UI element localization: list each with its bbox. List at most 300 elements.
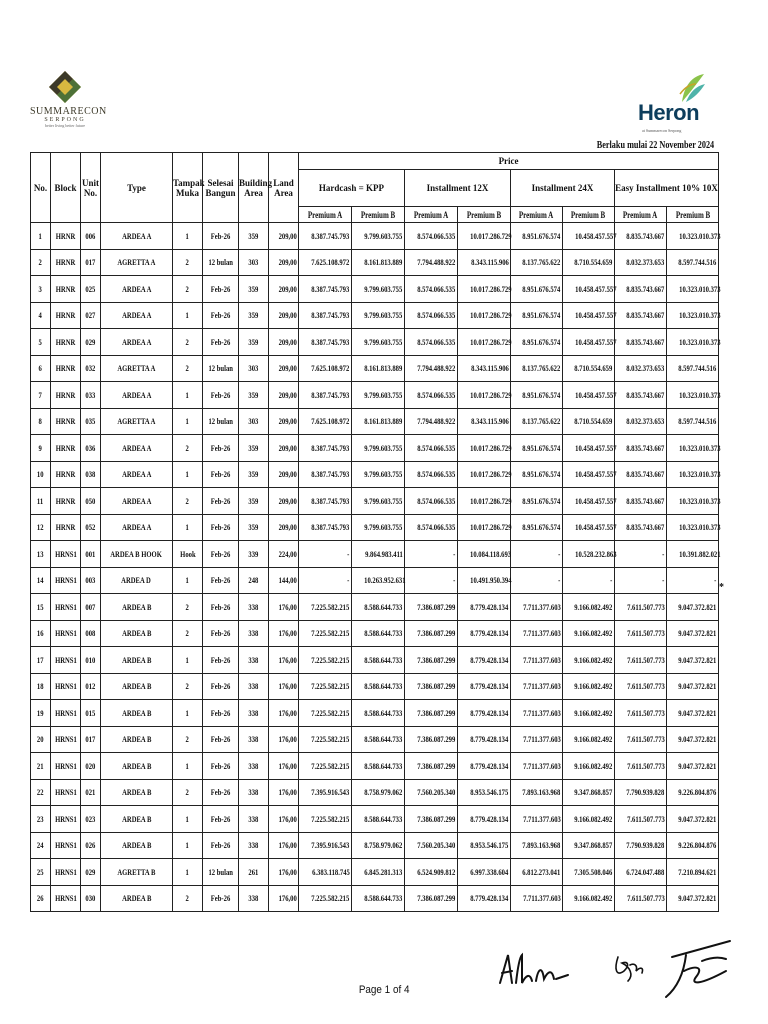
cell-installment12x-premium-b: 8.779.428.134 [458, 726, 511, 753]
cell-easy-installment-premium-a: 7.611.507.773 [615, 673, 667, 700]
cell-hardcash-premium-a: 8.387.745.793 [299, 302, 352, 329]
subheader-premium-b: Premium B [667, 207, 719, 223]
cell-land-area: 176,00 [269, 647, 299, 674]
signature-2-icon [616, 957, 643, 981]
cell-tampak-muka: 2 [173, 594, 203, 621]
cell-easy-installment-premium-b: 9.047.372.821 [667, 594, 719, 621]
cell-easy-installment-premium-b: 10.323.010.373 [667, 276, 719, 303]
cell-installment24x-premium-a: 8.951.676.574 [511, 382, 563, 409]
cell-installment12x-premium-b: 8.779.428.134 [458, 647, 511, 674]
cell-easy-installment-premium-a: 8.032.373.653 [615, 355, 667, 382]
cell-installment12x-premium-b: 10.017.286.729 [458, 382, 511, 409]
cell-no: 26 [31, 885, 51, 912]
cell-installment24x-premium-b: 10.458.457.557 [563, 488, 615, 515]
cell-installment24x-premium-b: 10.458.457.557 [563, 382, 615, 409]
cell-land-area: 209,00 [269, 435, 299, 462]
table-row [31, 382, 719, 409]
cell-installment24x-premium-a: 6.812.273.041 [511, 859, 563, 886]
cell-selesai-bangun: Feb-26 [203, 461, 239, 488]
row-note-marker: * [719, 582, 724, 593]
cell-installment12x-premium-a: 7.386.087.299 [405, 885, 458, 912]
cell-building-area: 359 [239, 382, 269, 409]
cell-installment12x-premium-a: 8.574.066.535 [405, 514, 458, 541]
cell-building-area: 359 [239, 276, 269, 303]
cell-land-area: 209,00 [269, 461, 299, 488]
cell-unit-no: 015 [81, 700, 101, 727]
cell-installment12x-premium-a: 7.386.087.299 [405, 700, 458, 727]
cell-easy-installment-premium-a: 7.611.507.773 [615, 594, 667, 621]
cell-easy-installment-premium-b: 9.047.372.821 [667, 620, 719, 647]
cell-tampak-muka: 2 [173, 620, 203, 647]
cell-block: HRNR [51, 514, 81, 541]
cell-hardcash-premium-b: 9.799.603.755 [352, 514, 405, 541]
cell-land-area: 176,00 [269, 753, 299, 780]
cell-easy-installment-premium-b: 8.597.744.516 [667, 408, 719, 435]
cell-unit-no: 027 [81, 302, 101, 329]
cell-building-area: 303 [239, 355, 269, 382]
subheader-premium-a: Premium A [405, 207, 458, 223]
cell-building-area: 261 [239, 859, 269, 886]
cell-unit-no: 003 [81, 567, 101, 594]
cell-easy-installment-premium-a: 8.835.743.667 [615, 223, 667, 250]
cell-type: ARDEA A [101, 276, 173, 303]
cell-tampak-muka: 1 [173, 223, 203, 250]
cell-installment12x-premium-b: 8.343.115.906 [458, 408, 511, 435]
cell-unit-no: 012 [81, 673, 101, 700]
cell-type: ARDEA B [101, 647, 173, 674]
page-footer [0, 984, 768, 996]
cell-land-area: 209,00 [269, 488, 299, 515]
cell-easy-installment-premium-a: 8.835.743.667 [615, 276, 667, 303]
cell-tampak-muka: 1 [173, 700, 203, 727]
cell-installment24x-premium-a: 7.711.377.603 [511, 594, 563, 621]
cell-easy-installment-premium-b: 10.323.010.373 [667, 329, 719, 356]
cell-hardcash-premium-a: 7.225.582.215 [299, 726, 352, 753]
cell-hardcash-premium-a: 8.387.745.793 [299, 461, 352, 488]
cell-type: ARDEA A [101, 435, 173, 462]
cell-unit-no: 001 [81, 541, 101, 568]
cell-installment24x-premium-b: 7.305.508.046 [563, 859, 615, 886]
cell-block: HRNS1 [51, 859, 81, 886]
header-tampak-muka: Tampak Muka [173, 153, 203, 223]
cell-hardcash-premium-b: 8.588.644.733 [352, 806, 405, 833]
cell-no: 20 [31, 726, 51, 753]
cell-tampak-muka: 1 [173, 806, 203, 833]
cell-tampak-muka: Hook [173, 541, 203, 568]
cell-no: 13 [31, 541, 51, 568]
cell-tampak-muka: 1 [173, 408, 203, 435]
cell-easy-installment-premium-b: 10.323.010.373 [667, 302, 719, 329]
cell-easy-installment-premium-a: - [615, 541, 667, 568]
cell-hardcash-premium-a: 8.387.745.793 [299, 514, 352, 541]
cell-building-area: 338 [239, 620, 269, 647]
cell-easy-installment-premium-a: 7.611.507.773 [615, 647, 667, 674]
cell-no: 5 [31, 329, 51, 356]
cell-unit-no: 035 [81, 408, 101, 435]
table-row [31, 408, 719, 435]
cell-selesai-bangun: Feb-26 [203, 779, 239, 806]
subheader-premium-a: Premium A [299, 207, 352, 223]
cell-block: HRNS1 [51, 806, 81, 833]
cell-easy-installment-premium-b: 8.597.744.516 [667, 249, 719, 276]
cell-building-area: 338 [239, 594, 269, 621]
cell-land-area: 144,00 [269, 567, 299, 594]
cell-type: AGRETTA A [101, 355, 173, 382]
cell-block: HRNR [51, 302, 81, 329]
cell-easy-installment-premium-b: 9.047.372.821 [667, 673, 719, 700]
cell-type: ARDEA A [101, 488, 173, 515]
cell-installment12x-premium-b: 10.017.286.729 [458, 488, 511, 515]
cell-hardcash-premium-b: 8.161.813.889 [352, 249, 405, 276]
heron-name: Heron [638, 100, 700, 125]
cell-no: 1 [31, 223, 51, 250]
cell-installment12x-premium-a: 7.794.488.922 [405, 408, 458, 435]
cell-easy-installment-premium-a: - [615, 567, 667, 594]
cell-no: 24 [31, 832, 51, 859]
cell-unit-no: 020 [81, 753, 101, 780]
header-installment-24x: Installment 24X [511, 170, 615, 207]
cell-installment12x-premium-b: 8.953.546.175 [458, 832, 511, 859]
cell-land-area: 209,00 [269, 249, 299, 276]
cell-installment24x-premium-b: 10.458.457.557 [563, 276, 615, 303]
cell-installment24x-premium-a: 7.711.377.603 [511, 647, 563, 674]
cell-installment12x-premium-b: 10.017.286.729 [458, 223, 511, 250]
cell-installment12x-premium-b: 10.017.286.729 [458, 329, 511, 356]
cell-installment24x-premium-b: 9.166.082.492 [563, 673, 615, 700]
cell-tampak-muka: 2 [173, 885, 203, 912]
cell-installment12x-premium-b: 6.997.338.604 [458, 859, 511, 886]
cell-hardcash-premium-b: 9.799.603.755 [352, 435, 405, 462]
cell-hardcash-premium-b: 9.799.603.755 [352, 223, 405, 250]
table-row [31, 647, 719, 674]
cell-building-area: 338 [239, 726, 269, 753]
cell-selesai-bangun: Feb-26 [203, 514, 239, 541]
summarecon-name: SUMMARECON [30, 106, 107, 117]
cell-easy-installment-premium-b: 10.323.010.373 [667, 488, 719, 515]
cell-hardcash-premium-b: 9.799.603.755 [352, 329, 405, 356]
cell-installment24x-premium-b: 9.347.868.857 [563, 832, 615, 859]
cell-hardcash-premium-a: 8.387.745.793 [299, 488, 352, 515]
cell-unit-no: 008 [81, 620, 101, 647]
cell-hardcash-premium-a: 7.225.582.215 [299, 885, 352, 912]
cell-installment24x-premium-b: 10.458.457.557 [563, 329, 615, 356]
cell-installment24x-premium-a: 7.711.377.603 [511, 806, 563, 833]
cell-installment24x-premium-b: 9.166.082.492 [563, 885, 615, 912]
cell-tampak-muka: 2 [173, 276, 203, 303]
cell-installment24x-premium-b: 8.710.554.659 [563, 355, 615, 382]
cell-installment24x-premium-a: 8.951.676.574 [511, 488, 563, 515]
cell-no: 15 [31, 594, 51, 621]
cell-no: 2 [31, 249, 51, 276]
cell-block: HRNS1 [51, 673, 81, 700]
cell-land-area: 224,00 [269, 541, 299, 568]
cell-block: HRNR [51, 355, 81, 382]
cell-tampak-muka: 1 [173, 832, 203, 859]
cell-hardcash-premium-a: 7.625.108.972 [299, 408, 352, 435]
cell-easy-installment-premium-b: 8.597.744.516 [667, 355, 719, 382]
cell-hardcash-premium-a: 8.387.745.793 [299, 223, 352, 250]
cell-block: HRNS1 [51, 541, 81, 568]
header-unit-no: Unit No. [81, 153, 101, 223]
cell-block: HRNS1 [51, 700, 81, 727]
cell-installment24x-premium-a: 8.951.676.574 [511, 435, 563, 462]
cell-building-area: 359 [239, 435, 269, 462]
cell-tampak-muka: 2 [173, 779, 203, 806]
cell-easy-installment-premium-a: 7.611.507.773 [615, 806, 667, 833]
cell-land-area: 209,00 [269, 382, 299, 409]
cell-installment24x-premium-a: - [511, 541, 563, 568]
cell-installment12x-premium-a: 7.386.087.299 [405, 594, 458, 621]
cell-tampak-muka: 2 [173, 355, 203, 382]
cell-land-area: 209,00 [269, 302, 299, 329]
cell-selesai-bangun: 12 bulan [203, 249, 239, 276]
cell-no: 12 [31, 514, 51, 541]
cell-type: ARDEA A [101, 382, 173, 409]
cell-selesai-bangun: Feb-26 [203, 753, 239, 780]
cell-type: ARDEA B [101, 832, 173, 859]
cell-type: ARDEA D [101, 567, 173, 594]
cell-easy-installment-premium-a: 8.835.743.667 [615, 302, 667, 329]
cell-installment12x-premium-a: 8.574.066.535 [405, 488, 458, 515]
cell-selesai-bangun: Feb-26 [203, 329, 239, 356]
table-row [31, 567, 719, 594]
cell-land-area: 176,00 [269, 885, 299, 912]
table-row [31, 753, 719, 780]
cell-hardcash-premium-a: 7.395.916.543 [299, 832, 352, 859]
cell-building-area: 359 [239, 302, 269, 329]
cell-hardcash-premium-a: 7.395.916.543 [299, 779, 352, 806]
table-row [31, 885, 719, 912]
cell-block: HRNS1 [51, 832, 81, 859]
cell-hardcash-premium-b: 8.588.644.733 [352, 726, 405, 753]
cell-no: 22 [31, 779, 51, 806]
header-block: Block [51, 153, 81, 223]
cell-tampak-muka: 2 [173, 488, 203, 515]
cell-type: ARDEA B [101, 673, 173, 700]
cell-unit-no: 026 [81, 832, 101, 859]
cell-land-area: 209,00 [269, 329, 299, 356]
cell-hardcash-premium-a: 8.387.745.793 [299, 435, 352, 462]
cell-block: HRNR [51, 461, 81, 488]
cell-no: 19 [31, 700, 51, 727]
header-easy-installment: Easy Installment 10% 10X [615, 170, 719, 207]
cell-installment12x-premium-b: 8.779.428.134 [458, 620, 511, 647]
cell-installment12x-premium-b: 10.017.286.729 [458, 302, 511, 329]
effective-date: Berlaku mulai 22 November 2024 [596, 140, 714, 151]
table-row [31, 329, 719, 356]
cell-easy-installment-premium-b: 9.047.372.821 [667, 753, 719, 780]
cell-building-area: 359 [239, 223, 269, 250]
table-row [31, 673, 719, 700]
cell-block: HRNS1 [51, 753, 81, 780]
table-row [31, 488, 719, 515]
cell-building-area: 338 [239, 647, 269, 674]
cell-easy-installment-premium-b: 9.047.372.821 [667, 647, 719, 674]
cell-tampak-muka: 2 [173, 329, 203, 356]
cell-type: ARDEA B [101, 700, 173, 727]
cell-type: ARDEA B [101, 779, 173, 806]
cell-building-area: 339 [239, 541, 269, 568]
cell-installment24x-premium-b: 9.166.082.492 [563, 753, 615, 780]
cell-type: ARDEA B [101, 620, 173, 647]
cell-type: ARDEA A [101, 329, 173, 356]
table-row [31, 249, 719, 276]
cell-no: 14 [31, 567, 51, 594]
cell-land-area: 209,00 [269, 408, 299, 435]
cell-block: HRNS1 [51, 885, 81, 912]
cell-type: AGRETTA A [101, 408, 173, 435]
cell-selesai-bangun: Feb-26 [203, 620, 239, 647]
cell-easy-installment-premium-a: 8.032.373.653 [615, 249, 667, 276]
cell-installment12x-premium-b: 8.953.546.175 [458, 779, 511, 806]
cell-easy-installment-premium-a: 8.835.743.667 [615, 488, 667, 515]
cell-easy-installment-premium-a: 7.611.507.773 [615, 620, 667, 647]
cell-installment24x-premium-a: 8.951.676.574 [511, 223, 563, 250]
cell-type: ARDEA A [101, 461, 173, 488]
cell-installment12x-premium-a: 7.386.087.299 [405, 726, 458, 753]
cell-unit-no: 029 [81, 859, 101, 886]
cell-no: 10 [31, 461, 51, 488]
cell-easy-installment-premium-b: 10.323.010.373 [667, 514, 719, 541]
cell-installment24x-premium-a: - [511, 567, 563, 594]
cell-selesai-bangun: Feb-26 [203, 647, 239, 674]
cell-type: ARDEA B HOOK [101, 541, 173, 568]
subheader-premium-b: Premium B [352, 207, 405, 223]
cell-selesai-bangun: 12 bulan [203, 355, 239, 382]
cell-land-area: 176,00 [269, 673, 299, 700]
cell-hardcash-premium-a: 7.225.582.215 [299, 594, 352, 621]
cell-selesai-bangun: Feb-26 [203, 594, 239, 621]
cell-unit-no: 033 [81, 382, 101, 409]
cell-installment24x-premium-b: 9.166.082.492 [563, 594, 615, 621]
cell-building-area: 359 [239, 488, 269, 515]
cell-easy-installment-premium-b: 9.226.804.876 [667, 779, 719, 806]
cell-installment12x-premium-a: 7.794.488.922 [405, 355, 458, 382]
cell-unit-no: 030 [81, 885, 101, 912]
cell-easy-installment-premium-a: 7.611.507.773 [615, 726, 667, 753]
cell-hardcash-premium-a: 6.383.118.745 [299, 859, 352, 886]
cell-easy-installment-premium-a: 8.835.743.667 [615, 461, 667, 488]
cell-type: ARDEA B [101, 753, 173, 780]
cell-hardcash-premium-b: 8.588.644.733 [352, 620, 405, 647]
cell-hardcash-premium-b: 8.758.979.062 [352, 832, 405, 859]
cell-installment24x-premium-b: 9.166.082.492 [563, 647, 615, 674]
header-no: No. [31, 153, 51, 223]
cell-installment24x-premium-b: 9.347.868.857 [563, 779, 615, 806]
cell-land-area: 176,00 [269, 700, 299, 727]
cell-selesai-bangun: Feb-26 [203, 700, 239, 727]
summarecon-emblem-icon [48, 70, 82, 104]
cell-tampak-muka: 1 [173, 514, 203, 541]
summarecon-tagline: better living better future [44, 123, 86, 128]
cell-selesai-bangun: 12 bulan [203, 408, 239, 435]
cell-block: HRNR [51, 329, 81, 356]
cell-block: HRNS1 [51, 594, 81, 621]
cell-hardcash-premium-a: - [299, 541, 352, 568]
cell-land-area: 209,00 [269, 276, 299, 303]
cell-installment12x-premium-a: 8.574.066.535 [405, 461, 458, 488]
cell-building-area: 338 [239, 673, 269, 700]
cell-installment24x-premium-b: - [563, 567, 615, 594]
table-row [31, 355, 719, 382]
cell-unit-no: 032 [81, 355, 101, 382]
cell-installment12x-premium-b: 10.017.286.729 [458, 461, 511, 488]
cell-land-area: 209,00 [269, 514, 299, 541]
cell-hardcash-premium-b: 8.758.979.062 [352, 779, 405, 806]
cell-selesai-bangun: Feb-26 [203, 302, 239, 329]
cell-tampak-muka: 1 [173, 859, 203, 886]
cell-land-area: 176,00 [269, 806, 299, 833]
cell-building-area: 338 [239, 700, 269, 727]
cell-no: 17 [31, 647, 51, 674]
cell-selesai-bangun: Feb-26 [203, 673, 239, 700]
cell-installment12x-premium-b: 8.343.115.906 [458, 249, 511, 276]
cell-tampak-muka: 1 [173, 567, 203, 594]
cell-type: ARDEA A [101, 223, 173, 250]
table-row [31, 223, 719, 250]
cell-easy-installment-premium-a: 8.835.743.667 [615, 329, 667, 356]
cell-hardcash-premium-b: 9.799.603.755 [352, 488, 405, 515]
cell-installment12x-premium-b: 10.084.118.693 [458, 541, 511, 568]
cell-land-area: 209,00 [269, 355, 299, 382]
header-price: Price [299, 153, 719, 170]
cell-installment24x-premium-a: 7.893.163.968 [511, 832, 563, 859]
cell-no: 21 [31, 753, 51, 780]
cell-selesai-bangun: Feb-26 [203, 382, 239, 409]
subheader-premium-a: Premium A [511, 207, 563, 223]
cell-easy-installment-premium-a: 7.611.507.773 [615, 753, 667, 780]
cell-unit-no: 050 [81, 488, 101, 515]
cell-easy-installment-premium-b: 9.226.804.876 [667, 832, 719, 859]
cell-type: AGRETTA B [101, 859, 173, 886]
cell-selesai-bangun: Feb-26 [203, 806, 239, 833]
cell-installment12x-premium-a: 6.524.909.812 [405, 859, 458, 886]
cell-installment12x-premium-b: 8.779.428.134 [458, 673, 511, 700]
table-row [31, 806, 719, 833]
cell-block: HRNS1 [51, 779, 81, 806]
cell-installment12x-premium-a: - [405, 567, 458, 594]
cell-installment24x-premium-a: 8.137.765.622 [511, 408, 563, 435]
cell-selesai-bangun: 12 bulan [203, 859, 239, 886]
cell-block: HRNS1 [51, 567, 81, 594]
cell-no: 6 [31, 355, 51, 382]
cell-installment12x-premium-b: 8.779.428.134 [458, 885, 511, 912]
cell-easy-installment-premium-a: 8.835.743.667 [615, 435, 667, 462]
cell-hardcash-premium-b: 8.161.813.889 [352, 355, 405, 382]
subheader-premium-a: Premium A [615, 207, 667, 223]
cell-installment24x-premium-a: 7.711.377.603 [511, 726, 563, 753]
cell-building-area: 338 [239, 832, 269, 859]
cell-easy-installment-premium-b: 10.323.010.373 [667, 223, 719, 250]
cell-installment12x-premium-b: 8.779.428.134 [458, 700, 511, 727]
cell-tampak-muka: 1 [173, 647, 203, 674]
cell-easy-installment-premium-a: 7.611.507.773 [615, 885, 667, 912]
cell-installment24x-premium-a: 8.951.676.574 [511, 461, 563, 488]
cell-unit-no: 006 [81, 223, 101, 250]
cell-hardcash-premium-b: 9.799.603.755 [352, 302, 405, 329]
table-row [31, 276, 719, 303]
cell-selesai-bangun: Feb-26 [203, 885, 239, 912]
cell-installment12x-premium-a: 8.574.066.535 [405, 302, 458, 329]
cell-installment24x-premium-a: 7.711.377.603 [511, 620, 563, 647]
cell-hardcash-premium-a: 7.225.582.215 [299, 673, 352, 700]
cell-hardcash-premium-a: - [299, 567, 352, 594]
cell-installment12x-premium-b: 10.017.286.729 [458, 514, 511, 541]
header-selesai-bangun: Selesai Bangun [203, 153, 239, 223]
cell-building-area: 338 [239, 885, 269, 912]
header-hardcash: Hardcash = KPP [299, 170, 405, 207]
table-row [31, 726, 719, 753]
